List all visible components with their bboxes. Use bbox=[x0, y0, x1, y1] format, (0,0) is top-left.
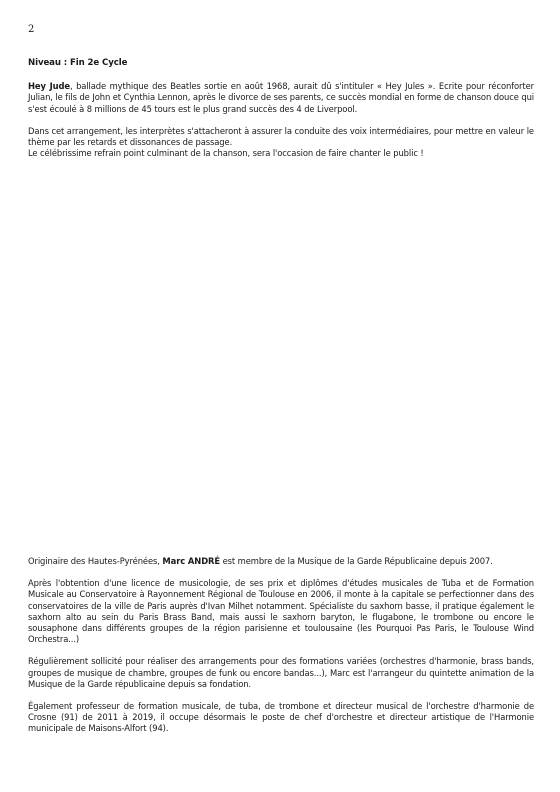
bio-paragraph-4: Également professeur de formation musicale, de tuba, de trombone et directeur musical de l'orchestre d'harmonie de Crosne (91) de 2011 à 2019, il occupe désormais le poste de chef d'orchestre et directeur artistique de l'Harmonie municipale de Maisons-Alfort (94). bbox=[28, 701, 534, 734]
bio-membership: est membre de la Musique de la Garde Républicaine depuis 2007. bbox=[220, 556, 493, 566]
arranger-bio bbox=[28, 556, 534, 746]
description-paragraph-2 bbox=[28, 126, 534, 160]
page-number: 2 bbox=[28, 24, 35, 35]
arranger-name: Marc ANDRÉ bbox=[162, 556, 221, 566]
piece-title: Hey Jude bbox=[28, 81, 70, 92]
description-text-2a: Dans cet arrangement, les interprètes s'attacheront à assurer la conduite des voix intermédiaires, pour mettre en valeur le thème par les retards et dissonances de passage. bbox=[28, 125, 534, 148]
level-heading: Niveau : Fin 2e Cycle bbox=[28, 58, 128, 68]
description-paragraph-1 bbox=[28, 81, 534, 115]
description-text-2b: Le célébrissime refrain point culminant de la chanson, sera l'occasion de faire chanter le public ! bbox=[28, 148, 424, 159]
description-text-1: , ballade mythique des Beatles sortie en août 1968, aurait dû s'intituler « Hey Jules ». Ecrite pour réconforter Julian, le fils de John et Cynthia Lennon, après le divorce de ses parents, ce succès mondial en forme de chanson douce qui s'est écoulé à 8 millions de 45 tours est le plus grand succès des 4 de Liverpool. bbox=[28, 81, 534, 114]
bio-paragraph-2: Après l'obtention d'une licence de musicologie, de ses prix et diplômes d'études musicales de Tuba et de Formation Musicale au Conservatoire à Rayonnement Régional de Toulouse en 2006, il monte à la capitale se perfectionner dans des conservatoires de la ville de Paris auprès d'Ivan Milhet notamment. Spécialiste du saxhorn basse, il pratique également le saxhorn alto au sein du Paris Brass Band, mais aussi le saxhorn baryton, le flugabone, le trombone ou encore le sousaphone dans différents groupes de la région parisienne et toulousaine (les Pourquoi Pas Paris, le Toulouse Wind Orchestra...) bbox=[28, 578, 534, 645]
piece-description bbox=[28, 58, 534, 170]
bio-paragraph-3: Régulièrement sollicité pour réaliser des arrangements pour des formations variées (orchestres d'harmonie, brass bands, groupes de musique de chambre, groupes de funk ou encore bandas...), Marc est l'arrangeur du quintette animation de la Musique de la Garde républicaine depuis sa fondation. bbox=[28, 656, 534, 689]
bio-paragraph-1 bbox=[28, 556, 534, 567]
bio-origin: Originaire des Hautes-Pyrénées, bbox=[28, 556, 163, 566]
